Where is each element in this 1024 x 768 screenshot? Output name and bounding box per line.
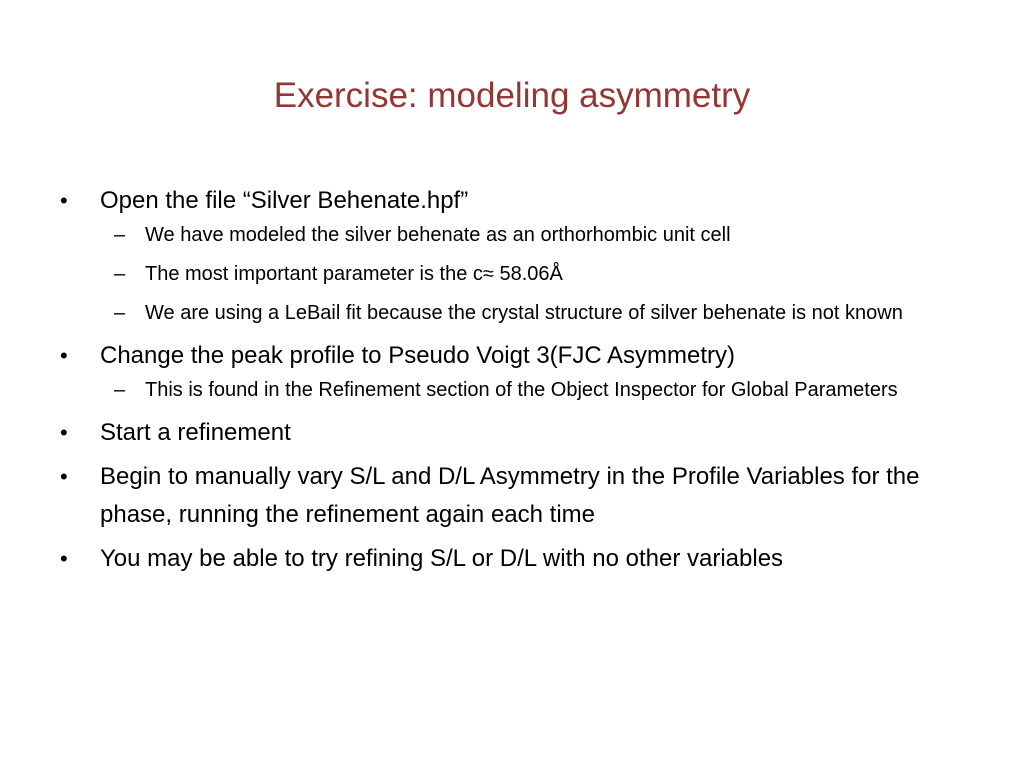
sub-bullet-item [100, 375, 978, 406]
bullet-text: Change the peak profile to Pseudo Voigt 3(FJC Asymmetry) [100, 342, 735, 369]
bullet-item [58, 458, 978, 534]
sub-bullet-list [100, 220, 978, 329]
sub-bullet-item [100, 298, 978, 329]
sub-bullet-text: This is found in the Refinement section of the Object Inspector for Global Parameters [145, 379, 898, 401]
bullet-icon: • [60, 420, 68, 445]
sub-bullet-item [100, 259, 978, 290]
bullet-item [58, 337, 978, 406]
dash-icon: – [114, 263, 126, 285]
sub-bullet-list [100, 375, 978, 406]
bullet-text: You may be able to try refining S/L or D/L with no other variables [100, 545, 784, 572]
sub-bullet-text: We have modeled the silver behenate as an orthorhombic unit cell [145, 224, 731, 246]
dash-icon: – [114, 379, 126, 401]
bullet-icon: • [60, 464, 68, 489]
bullet-icon: • [60, 343, 68, 368]
dash-icon: – [114, 224, 126, 246]
bullet-text: Start a refinement [100, 419, 291, 446]
bullet-text: Begin to manually vary S/L and D/L Asymmetry in the Profile Variables for the phase, running the refinement again each time [100, 463, 920, 528]
bullet-icon: • [60, 546, 68, 571]
bullet-item [58, 182, 978, 329]
bullet-icon: • [60, 188, 68, 213]
slide-content [58, 182, 978, 584]
bullet-item [58, 540, 978, 578]
sub-bullet-text: We are using a LeBail fit because the crystal structure of silver behenate is not known [145, 302, 903, 324]
slide-title: Exercise: modeling asymmetry [273, 76, 751, 115]
bullet-list [58, 182, 978, 578]
bullet-item [58, 414, 978, 452]
dash-icon: – [114, 302, 126, 324]
bullet-text: Open the file “Silver Behenate.hpf” [100, 187, 469, 214]
sub-bullet-item [100, 220, 978, 251]
sub-bullet-text: The most important parameter is the c≈ 58.06Å [145, 263, 563, 285]
